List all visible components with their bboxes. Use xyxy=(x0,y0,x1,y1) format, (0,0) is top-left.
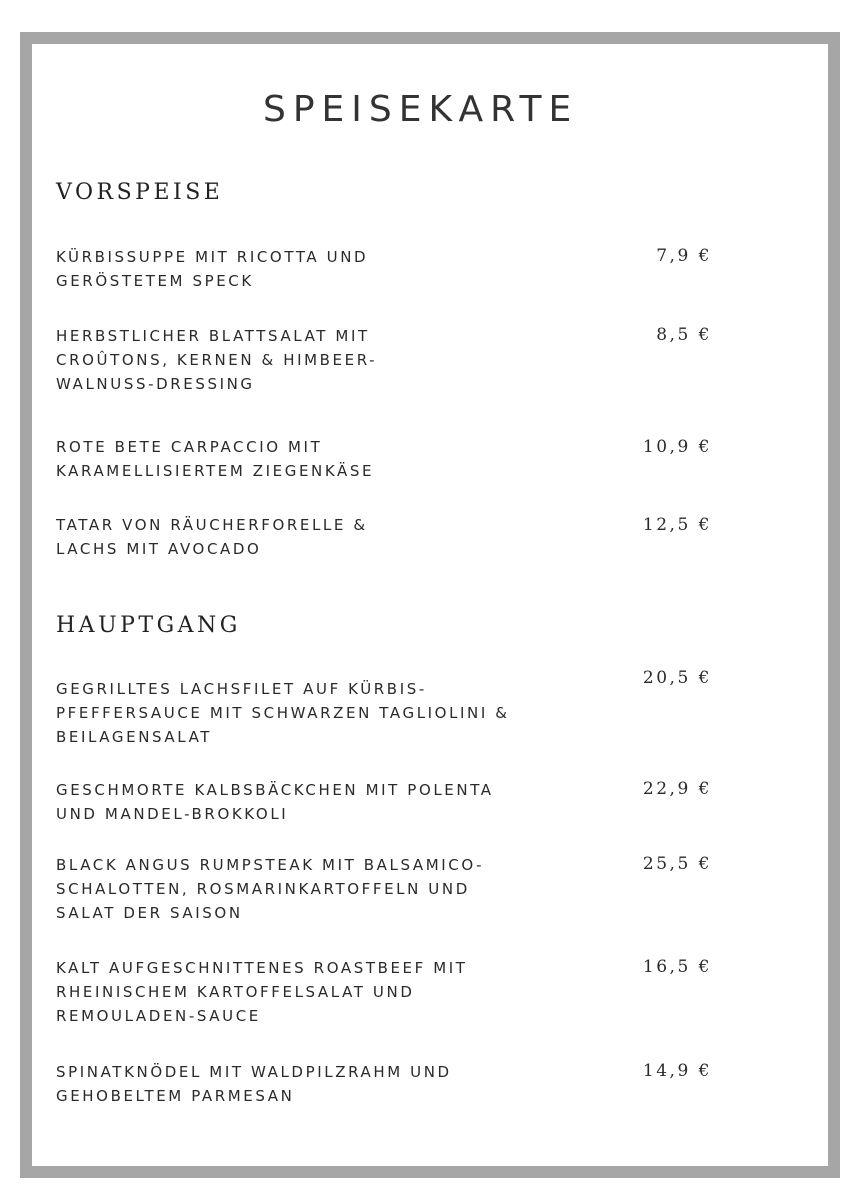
dish-line: SALAT DER SAISON xyxy=(56,904,243,922)
price-lachsfilet: 20,5 € xyxy=(642,668,712,688)
dish-line: KARAMELLISIERTEM ZIEGENKÄSE xyxy=(56,462,375,480)
dish-line: BEILAGENSALAT xyxy=(56,728,213,746)
dish-line: KALT AUFGESCHNITTENES ROASTBEEF MIT xyxy=(56,959,468,977)
price-kalbsbaeckchen: 22,9 € xyxy=(642,779,712,799)
dish-line: GEGRILLTES LACHSFILET AUF KÜRBIS- xyxy=(56,680,427,698)
dish-line: GERÖSTETEM SPECK xyxy=(56,272,254,290)
dish-spinatknoedel xyxy=(56,1060,616,1108)
dish-blattsalat xyxy=(56,324,616,396)
dish-tatar xyxy=(56,513,616,561)
section-heading-hauptgang: HAUPTGANG xyxy=(56,613,241,638)
dish-line: TATAR VON RÄUCHERFORELLE & xyxy=(56,516,368,534)
price-carpaccio: 10,9 € xyxy=(642,437,712,457)
dish-carpaccio xyxy=(56,435,616,483)
section-heading-vorspeise: VORSPEISE xyxy=(56,180,224,205)
dish-line: ROTE BETE CARPACCIO MIT xyxy=(56,438,323,456)
price-tatar: 12,5 € xyxy=(642,515,712,535)
price-blattsalat: 8,5 € xyxy=(656,325,712,345)
price-spinatknoedel: 14,9 € xyxy=(642,1061,712,1081)
menu-title: SPEISEKARTE xyxy=(263,89,579,130)
price-roastbeef: 16,5 € xyxy=(642,957,712,977)
dish-line: BLACK ANGUS RUMPSTEAK MIT BALSAMICO- xyxy=(56,856,485,874)
dish-kuerbissuppe xyxy=(56,245,616,293)
dish-line: GEHOBELTEM PARMESAN xyxy=(56,1087,295,1105)
dish-kalbsbaeckchen xyxy=(56,778,616,826)
dish-line: PFEFFERSAUCE MIT SCHWARZEN TAGLIOLINI & xyxy=(56,704,510,722)
dish-line: LACHS MIT AVOCADO xyxy=(56,540,262,558)
dish-line: GESCHMORTE KALBSBÄCKCHEN MIT POLENTA xyxy=(56,781,494,799)
dish-line: UND MANDEL-BROKKOLI xyxy=(56,805,289,823)
dish-line: SCHALOTTEN, ROSMARINKARTOFFELN UND xyxy=(56,880,470,898)
dish-line: SPINATKNÖDEL MIT WALDPILZRAHM UND xyxy=(56,1063,452,1081)
dish-lachsfilet xyxy=(56,677,616,749)
dish-line: REMOULADEN-SAUCE xyxy=(56,1007,261,1025)
dish-line: RHEINISCHEM KARTOFFELSALAT UND xyxy=(56,983,415,1001)
dish-rumpsteak xyxy=(56,853,616,925)
dish-line: CROÛTONS, KERNEN & HIMBEER- xyxy=(56,351,378,369)
dish-line: WALNUSS-DRESSING xyxy=(56,375,255,393)
price-rumpsteak: 25,5 € xyxy=(642,854,712,874)
dish-line: HERBSTLICHER BLATTSALAT MIT xyxy=(56,327,370,345)
dish-roastbeef xyxy=(56,956,616,1028)
price-kuerbissuppe: 7,9 € xyxy=(656,246,712,266)
dish-line: KÜRBISSUPPE MIT RICOTTA UND xyxy=(56,248,369,266)
